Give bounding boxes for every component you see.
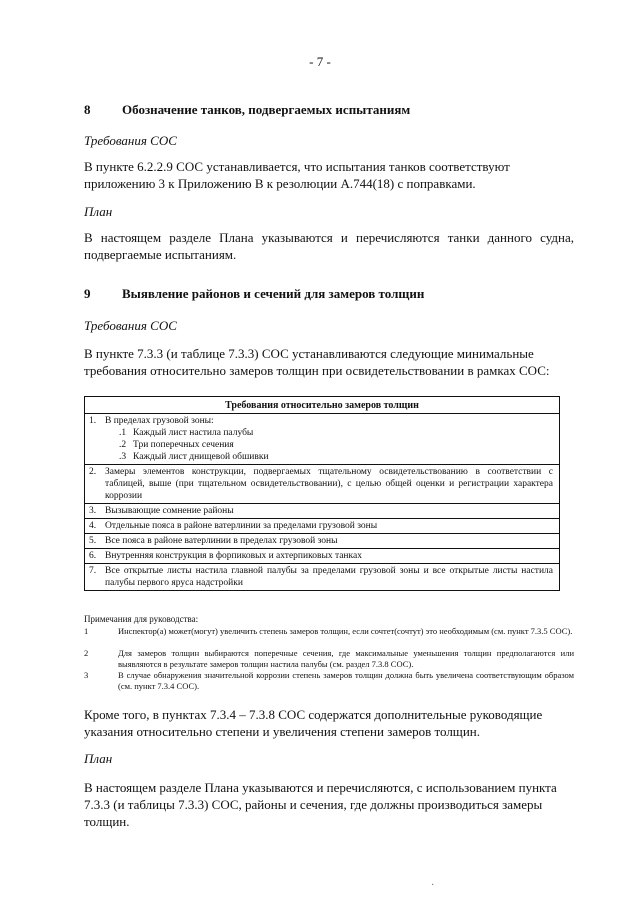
- section-9-title: Выявление районов и сечений для замеров толщин: [122, 286, 425, 301]
- section-9-plan-label: План: [84, 751, 113, 766]
- page-number: - 7 -: [309, 54, 331, 69]
- thickness-requirements-table: [84, 396, 560, 591]
- row-text: Отдельные пояса в районе ватерлинии за пределами грузовой зоны: [105, 521, 378, 531]
- table-row: [85, 564, 559, 590]
- row-number: 1.: [89, 416, 97, 426]
- section-9-requirements-label: Требования СОС: [84, 318, 177, 333]
- row-number: 4.: [89, 521, 97, 531]
- table-row: [85, 414, 559, 465]
- note-number: 2: [84, 648, 89, 658]
- row-text: Внутренняя конструкция в форпиковых и ахтерпиковых танках: [105, 551, 362, 561]
- section-8-number: 8: [84, 102, 91, 117]
- section-8-requirements-label: Требования СОС: [84, 133, 177, 148]
- note-number: 1: [84, 626, 89, 636]
- sub-item-text: Каждый лист настила палубы: [133, 428, 254, 438]
- row-number: 5.: [89, 536, 97, 546]
- table-row: [85, 534, 559, 549]
- table-row: [85, 519, 559, 534]
- sub-item-number: .2: [119, 440, 127, 450]
- section-8-plan-text: В настоящем разделе Плана указываются и перечисляются танки данного судна, подвергаемые испытаниям.: [84, 230, 574, 262]
- guidance-note: [84, 648, 574, 670]
- additional-guidance-text: Кроме того, в пунктах 7.3.4 – 7.3.8 СОС содержатся дополнительные руководящие указания относительно степени и увеличения степени замеров толщин.: [84, 707, 543, 739]
- guidance-note: [84, 626, 574, 637]
- note-text: В случае обнаружения значительной коррозии степень замеров толщин должна быть увеличена соответствующим образом (см. пункт 7.3.4 СОС).: [118, 670, 574, 691]
- note-text: Инспектор(а) может(могут) увеличить степень замеров толщин, если сочтет(сочтут) это необходимым (см. пункт 7.3.5 СОС).: [118, 626, 573, 636]
- section-9-requirements-text: В пункте 7.3.3 (и таблице 7.3.3) СОС устанавливаются следующие минимальные требования относительно замеров толщин при освидетельствовании в рамках СОС:: [84, 346, 550, 378]
- note-text: Для замеров толщин выбираются поперечные сечения, где максимальные уменьшения толщин предполагаются или выявляются в результате замеров толщин настила палубы (см. раздел 7.3.8 СОС).: [118, 648, 574, 669]
- row-text: В пределах грузовой зоны:: [105, 416, 214, 426]
- scan-artifact-dot: ·: [431, 880, 435, 891]
- section-8-requirements-text: В пункте 6.2.2.9 СОС устанавливается, что испытания танков соответствуют приложению 3 к Приложению В к резолюции А.744(18) с поправками.: [84, 159, 510, 191]
- table-row: [85, 549, 559, 564]
- section-9-plan-text: В настоящем разделе Плана указываются и перечисляются, с использованием пункта 7.3.3 (и таблицы 7.3.3) СОС, районы и сечения, где должны производиться замеры толщин.: [84, 780, 557, 829]
- sub-item-text: Каждый лист днищевой обшивки: [133, 452, 269, 462]
- note-number: 3: [84, 670, 89, 680]
- row-text: Все открытые листы настила главной палубы за пределами грузовой зоны и все открытые листы настила палубы первого яруса надстройки: [105, 566, 553, 588]
- notes-title: Примечания для руководства:: [84, 614, 199, 624]
- sub-item: [105, 427, 553, 439]
- sub-item-number: .1: [119, 428, 127, 438]
- row-number: 2.: [89, 467, 97, 477]
- table-row: [85, 504, 559, 519]
- sub-item-number: .3: [119, 452, 127, 462]
- section-8-title: Обозначение танков, подвергаемых испытаниям: [122, 102, 411, 117]
- sub-item: [105, 439, 553, 451]
- row-text: Замеры элементов конструкции, подвергаемых тщательному освидетельствованию в соответствии с таблицей, выше (при тщательном освидетельствовании), с целью общей оценки и регистрации характера коррозии: [105, 467, 553, 501]
- guidance-note: [84, 670, 574, 692]
- table-row: [85, 465, 559, 504]
- sub-item: [105, 451, 553, 463]
- row-number: 3.: [89, 506, 97, 516]
- section-8-plan-label: План: [84, 204, 113, 219]
- section-8-heading: [84, 102, 410, 118]
- row-text: Вызывающие сомнение районы: [105, 506, 234, 516]
- section-9-heading: [84, 286, 424, 302]
- sub-item-text: Три поперечных сечения: [133, 440, 234, 450]
- row-text: Все пояса в районе ватерлинии в пределах грузовой зоны: [105, 536, 338, 546]
- row-number: 7.: [89, 566, 97, 576]
- table-header: Требования относительно замеров толщин: [85, 397, 559, 414]
- section-9-number: 9: [84, 286, 91, 301]
- row-number: 6.: [89, 551, 97, 561]
